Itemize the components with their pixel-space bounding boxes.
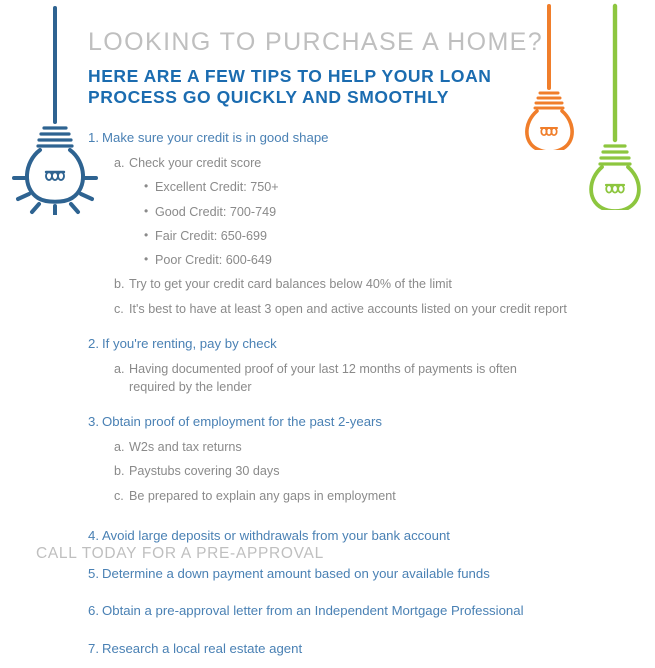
tip-text: Determine a down payment amount based on your available funds bbox=[102, 565, 490, 581]
sub-item bbox=[114, 272, 648, 296]
bullet-item bbox=[144, 248, 648, 272]
tip-item bbox=[88, 330, 648, 408]
sub-item-label: a. bbox=[114, 440, 125, 455]
sub-item-text: Paystubs covering 30 days bbox=[129, 464, 280, 479]
bullet-text: Fair Credit: 650-699 bbox=[155, 228, 267, 243]
sub-item-text: It's best to have at least 3 open and active accounts listed on your credit report bbox=[129, 301, 567, 316]
call-to-action-footer: CALL TODAY FOR A PRE-APPROVAL bbox=[36, 545, 324, 562]
bullet-text: Good Credit: 700-749 bbox=[155, 204, 277, 219]
subtitle-line-1: HERE ARE A FEW TIPS TO HELP YOUR LOAN bbox=[88, 65, 492, 86]
tip-text: If you're renting, pay by check bbox=[102, 335, 277, 351]
tip-heading bbox=[88, 330, 648, 357]
page-subtitle bbox=[88, 66, 648, 109]
tip-text: Research a local real estate agent bbox=[102, 641, 303, 657]
tip-heading bbox=[88, 408, 648, 435]
bullet-list bbox=[88, 175, 648, 272]
tips-list bbox=[88, 124, 648, 668]
tip-sub-list bbox=[88, 151, 648, 321]
tip-number: 5. bbox=[88, 565, 99, 581]
tip-heading bbox=[88, 124, 648, 151]
sub-item bbox=[114, 484, 648, 508]
sub-item-text: Be prepared to explain any gaps in employment bbox=[129, 488, 396, 503]
spacer bbox=[88, 508, 648, 517]
tip-sub-list bbox=[88, 435, 648, 508]
tip-number: 1. bbox=[88, 130, 99, 146]
tip-text: Make sure your credit is in good shape bbox=[102, 130, 329, 146]
tip-sub-list bbox=[88, 357, 648, 400]
bullet-item bbox=[144, 200, 648, 224]
content-column bbox=[88, 28, 648, 668]
sub-item-text: Try to get your credit card balances below 40% of the limit bbox=[129, 277, 452, 292]
tip-number: 6. bbox=[88, 603, 99, 619]
tip-item bbox=[88, 630, 648, 668]
bullet-text: Excellent Credit: 750+ bbox=[155, 180, 279, 195]
tip-number: 7. bbox=[88, 641, 99, 657]
subtitle-line-2: PROCESS GO QUICKLY AND SMOOTHLY bbox=[88, 87, 449, 108]
tip-heading bbox=[88, 592, 648, 630]
sub-item bbox=[114, 357, 524, 400]
tip-number: 4. bbox=[88, 527, 99, 543]
sub-item-text: Having documented proof of your last 12 months of payments is often required by the lender bbox=[129, 361, 517, 395]
credit-bullets bbox=[88, 175, 648, 272]
bullet-dot-icon: • bbox=[144, 203, 149, 218]
spacer bbox=[88, 399, 648, 408]
tip-item bbox=[88, 592, 648, 630]
sub-item-label: b. bbox=[114, 277, 125, 292]
tip-item bbox=[88, 124, 648, 330]
tip-text: Obtain a pre-approval letter from an Independent Mortgage Professional bbox=[102, 603, 524, 619]
sub-item-text: Check your credit score bbox=[129, 156, 262, 171]
tip-heading bbox=[88, 630, 648, 668]
bullet-item bbox=[144, 224, 648, 248]
sub-item bbox=[114, 297, 648, 321]
sub-item bbox=[114, 459, 648, 483]
tip-number: 3. bbox=[88, 414, 99, 430]
bullet-text: Poor Credit: 600-649 bbox=[155, 253, 272, 268]
sub-item-label: c. bbox=[114, 488, 124, 503]
sub-item-label: a. bbox=[114, 361, 125, 376]
tip-text: Obtain proof of employment for the past 2-years bbox=[102, 414, 383, 430]
tip-number: 2. bbox=[88, 335, 99, 351]
bullet-item bbox=[144, 175, 648, 199]
bullet-dot-icon: • bbox=[144, 227, 149, 242]
bullet-dot-icon: • bbox=[144, 252, 149, 267]
sub-item-label: a. bbox=[114, 156, 125, 171]
tip-item bbox=[88, 408, 648, 517]
page-title: LOOKING TO PURCHASE A HOME? bbox=[88, 28, 544, 56]
sub-item-label: c. bbox=[114, 301, 124, 316]
sub-item-label: b. bbox=[114, 464, 125, 479]
sub-item bbox=[114, 151, 648, 175]
sub-item bbox=[114, 435, 648, 459]
spacer bbox=[88, 321, 648, 330]
bullet-dot-icon: • bbox=[144, 179, 149, 194]
tip-text: Avoid large deposits or withdrawals from your bank account bbox=[102, 527, 450, 543]
sub-item-text: W2s and tax returns bbox=[129, 440, 242, 455]
